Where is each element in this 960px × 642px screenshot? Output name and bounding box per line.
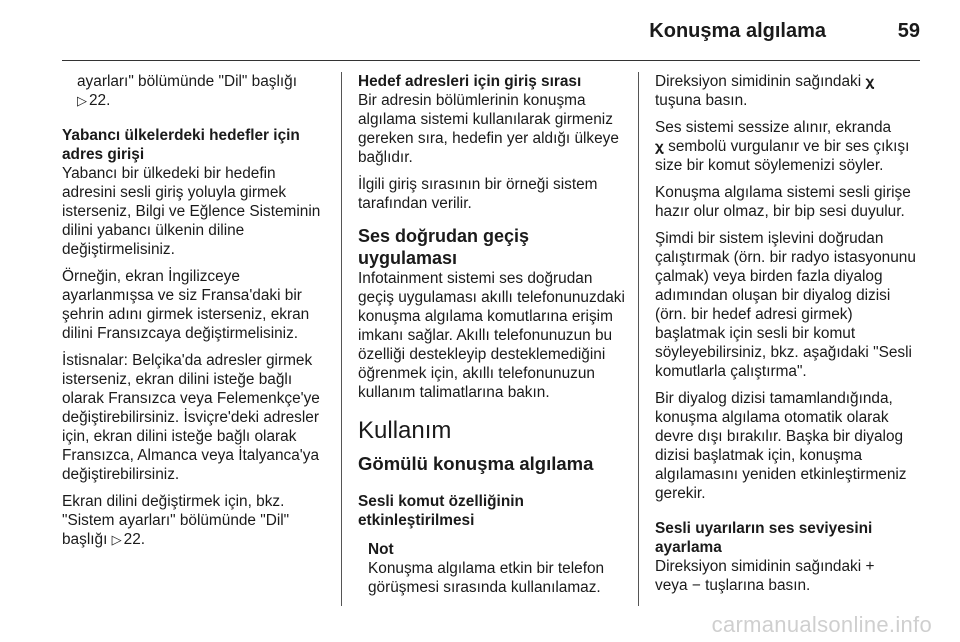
paragraph-text: sembolü vurgulanır ve bir ses çıkışı size bir komut söylemenizi söyler.	[655, 138, 910, 174]
column-3	[655, 72, 923, 603]
paragraph: Infotainment sistemi ses doğrudan geçiş uygulaması akıllı telefonunuzdaki konuşma algılama komutlarına erişim imkanı sağlar. Akıllı telefonunuzun bu özelliği destekleyip desteklemediğini öğrenmek için, akıllı telefonunuzun kullanım talimatlarına bakın.	[358, 270, 625, 401]
page-ref: 22.	[123, 531, 146, 548]
section-heading-voice-passthrough: Ses doğrudan geçiş uygulaması	[358, 226, 530, 268]
column-divider-1	[341, 72, 342, 606]
section-heading-input-order: Hedef adresleri için giriş sırası	[358, 73, 582, 90]
paragraph-text: Direksiyon simidinin sağındaki	[655, 73, 862, 90]
section-heading-embedded-recognition: Gömülü konuşma algılama	[358, 453, 594, 474]
section-heading-foreign-address: Yabancı ülkelerdeki hedefler için adres girişi	[62, 127, 300, 163]
note-box	[358, 540, 626, 597]
note-title: Not	[368, 541, 394, 558]
paragraph	[62, 492, 332, 549]
paragraph	[655, 557, 923, 595]
chapter-heading-usage: Kullanım	[358, 417, 452, 444]
paragraph: Yabancı bir ülkedeki bir hedefin adresini sesli giriş yoluyla girmek isterseniz, Bilgi ve Eğlence Sisteminin dilini yabancı ülkenin diline değiştirmelisiniz.	[62, 165, 321, 258]
paragraph-text: Direksiyon simidinin sağındaki	[655, 558, 862, 575]
paragraph	[655, 72, 923, 110]
paragraph: İlgili giriş sırasının bir örneği sistem tarafından verilir.	[358, 176, 598, 212]
paragraph: Örneğin, ekran İngilizceye ayarlanmışsa ve siz Fransa'daki bir şehrin adını girmek isterseniz, ekran dilini Fransızcaya değiştirmelisiniz.	[62, 268, 310, 342]
column-1	[62, 72, 332, 557]
page-header	[62, 0, 920, 61]
paragraph-text: Ses sistemi sessize alınır, ekranda	[655, 119, 892, 136]
continued-paragraph	[62, 72, 332, 110]
page-title: Konuşma algılama	[649, 20, 826, 42]
note-text: Konuşma algılama etkin bir telefon görüşmesi sırasında kullanılamaz.	[368, 560, 605, 596]
paragraph-text: tuşuna basın.	[655, 92, 748, 109]
subsection-heading-activation: Sesli komut özelliğinin etkinleştirilmesi	[358, 493, 524, 529]
page-ref-arrow-icon: ▷	[111, 532, 122, 547]
column-divider-2	[638, 72, 639, 606]
paragraph-text: tuşlarına basın.	[705, 577, 811, 594]
paragraph: Bir diyalog dizisi tamamlandığında, konuşma algılama otomatik olarak devre dışı bırakılır. Başka bir diyalog dizisi başlatmak için, konuşma algılamasını yeniden etkinleştirmeniz gerekir.	[655, 390, 907, 502]
paragraph-text: Ekran dilini değiştirmek için, bkz. "Sistem ayarları" bölümünde "Dil" başlığı	[62, 493, 290, 548]
paragraph: İstisnalar: Belçika'da adresler girmek isterseniz, ekran dilini isteğe bağlı olarak Fransızca veya Felemenkçe'ye değiştirebilirsiniz. İsviçre'deki adresler için, ekran dilini isteğe bağlı olarak Fransızca, Almanca veya İtalyanca'ya değiştirebilirsiniz.	[62, 352, 320, 483]
column-2	[358, 72, 626, 597]
watermark: carmanualsonline.info	[711, 612, 932, 637]
paragraph: Bir adresin bölümlerinin konuşma algılama sistemi kullanılarak girmeniz gereken sıra, hedefin yer aldığı ülkeye bağlıdır.	[358, 92, 619, 166]
paragraph-text: veya	[655, 577, 688, 594]
page-ref: 22.	[89, 92, 111, 109]
page-ref-arrow-icon: ▷	[77, 93, 87, 108]
voice-command-icon: 𝛘	[865, 73, 875, 89]
subsection-heading-volume: Sesli uyarıların ses seviyesini ayarlama	[655, 520, 873, 556]
continued-text: ayarları" bölümünde "Dil" başlığı	[77, 73, 297, 90]
voice-command-icon: 𝛘	[655, 138, 664, 154]
paragraph: Şimdi bir sistem işlevini doğrudan çalıştırmak (örn. bir radyo istasyonunu çalmak) veya birden fazla diyalog adımından oluşan bir diyalog dizisi (örn. bir hedef adresi girmek) başlatmak için sesli bir komut söyleyebilirsiniz, bkz. aşağıdaki "Sesli komutlarla çalıştırma".	[655, 230, 916, 380]
page-number: 59	[897, 20, 920, 42]
minus-icon: −	[691, 577, 701, 594]
paragraph: Konuşma algılama sistemi sesli girişe hazır olur olmaz, bir bip sesi duyulur.	[655, 184, 911, 220]
paragraph	[655, 118, 923, 175]
plus-icon: +	[865, 558, 875, 575]
